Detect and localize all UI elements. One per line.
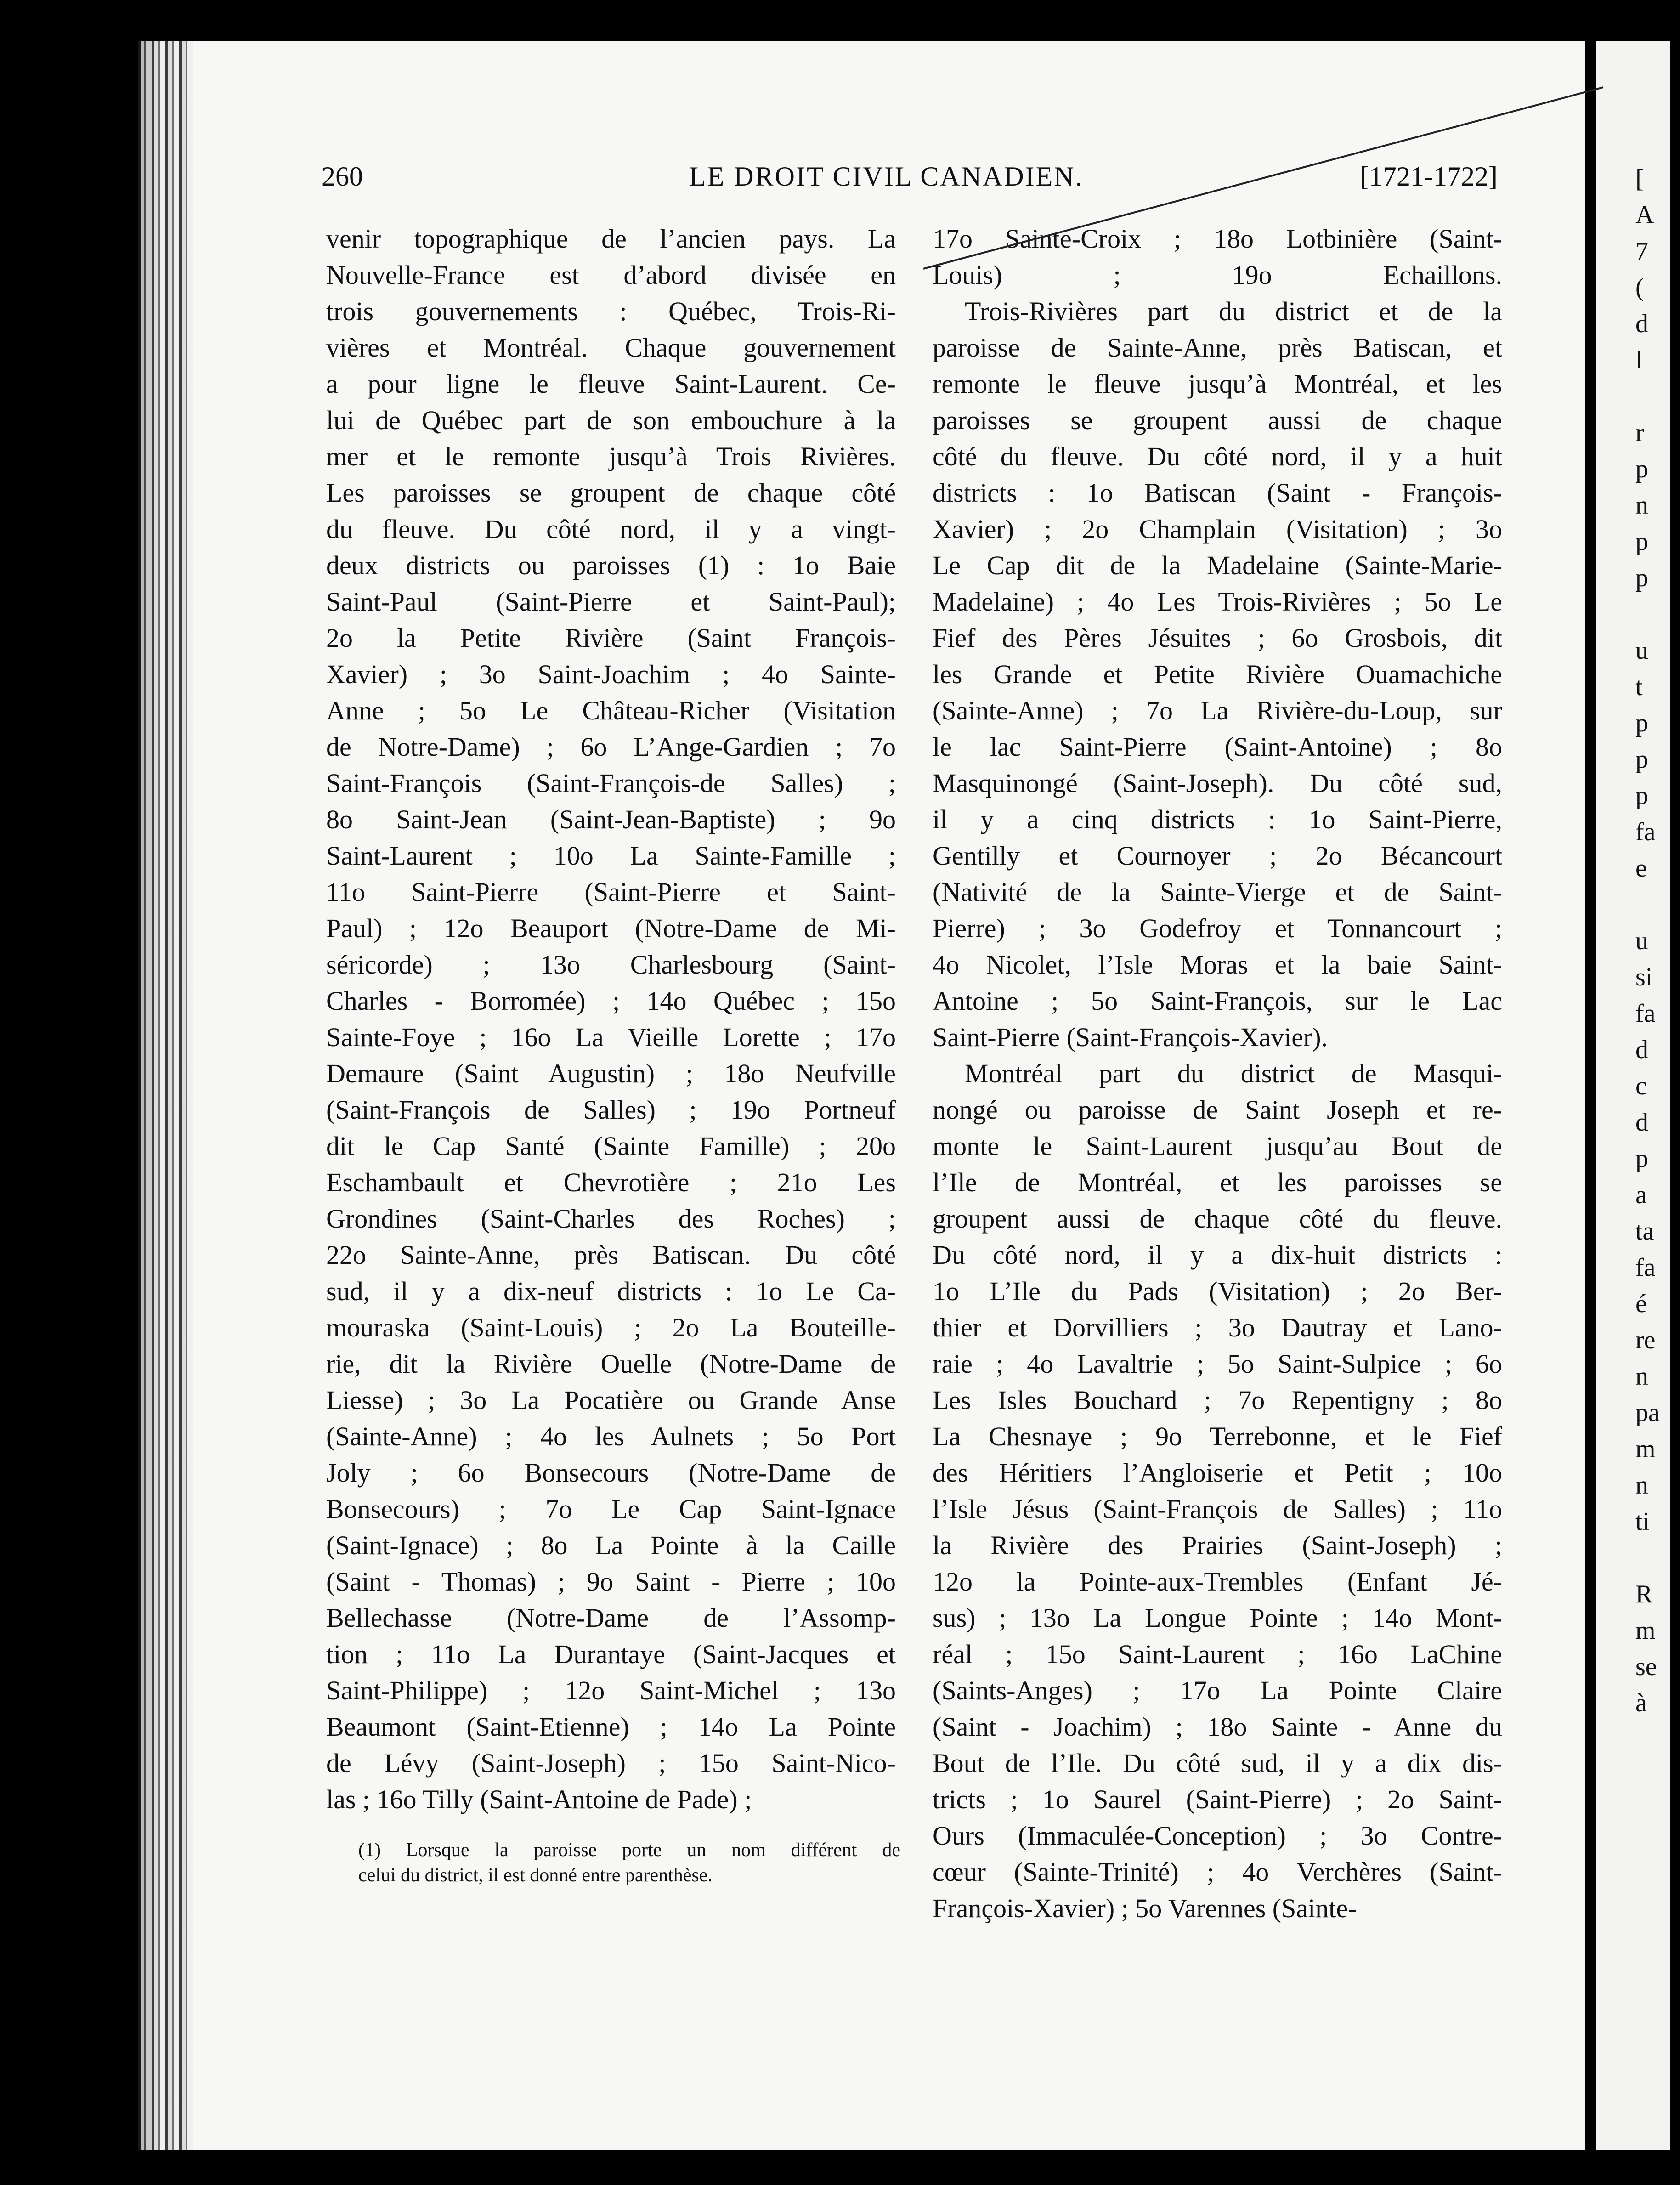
- fragment-letter: n: [1635, 491, 1648, 520]
- text-line: districts : 1o Batiscan (Saint - François-: [933, 478, 1502, 508]
- text-line: Du côté nord, il y a dix-huit districts :: [933, 1240, 1502, 1270]
- text-line: le lac Saint-Pierre (Saint-Antoine) ; 8o: [933, 732, 1502, 762]
- fragment-letter: 7: [1635, 237, 1648, 266]
- fragment-letter: [1635, 887, 1660, 923]
- page-number: 260: [322, 161, 363, 192]
- fragment-letter: p: [1635, 527, 1648, 556]
- text-line: réal ; 15o Saint-Laurent ; 16o LaChine: [933, 1639, 1502, 1669]
- running-header: [322, 161, 1498, 202]
- fragment-letter: R: [1635, 1580, 1653, 1608]
- fragment-letter: m: [1635, 1435, 1656, 1463]
- text-line: raie ; 4o Lavaltrie ; 5o Saint-Sulpice ; 6o: [933, 1349, 1502, 1379]
- text-line: Les Isles Bouchard ; 7o Repentigny ; 8o: [933, 1385, 1502, 1415]
- fragment-letter: p: [1635, 745, 1648, 774]
- book-gutter-edge: [138, 41, 193, 2150]
- fragment-letter: [1635, 1540, 1660, 1576]
- text-line: tricts ; 1o Saurel (Saint-Pierre) ; 2o Saint-: [933, 1784, 1502, 1814]
- text-line: Liesse) ; 3o La Pocatière ou Grande Anse: [326, 1385, 896, 1415]
- text-line: Nouvelle-France est d’abord divisée en: [326, 260, 896, 290]
- text-line: 11o Saint-Pierre (Saint-Pierre et Saint-: [326, 877, 896, 907]
- text-line: l’Isle Jésus (Saint-François de Salles) ; 11o: [933, 1494, 1502, 1524]
- text-line: Grondines (Saint-Charles des Roches) ;: [326, 1204, 896, 1234]
- text-line: thier et Dorvilliers ; 3o Dautray et Lano-: [933, 1313, 1502, 1342]
- left-column: [326, 221, 896, 1817]
- text-line: Xavier) ; 2o Champlain (Visitation) ; 3o: [933, 514, 1502, 544]
- fragment-letter: r: [1635, 419, 1644, 447]
- fragment-letter: c: [1635, 1072, 1647, 1100]
- fragment-letter: n: [1635, 1471, 1648, 1500]
- text-line: Bellechasse (Notre-Dame de l’Assomp-: [326, 1603, 896, 1633]
- text-line: Joly ; 6o Bonsecours (Notre-Dame de: [326, 1458, 896, 1488]
- fragment-letter: m: [1635, 1616, 1656, 1645]
- text-line: Bout de l’Ile. Du côté sud, il y a dix dis-: [933, 1748, 1502, 1778]
- fragment-letter: A: [1635, 201, 1654, 229]
- text-line: (Saints-Anges) ; 17o La Pointe Claire: [933, 1676, 1502, 1705]
- fragment-letter: e: [1635, 854, 1647, 883]
- running-title: LE DROIT CIVIL CANADIEN.: [689, 161, 1084, 192]
- text-line: deux districts ou paroisses (1) : 1o Baie: [326, 550, 896, 580]
- text-line: Trois-Rivières part du district et de la: [965, 296, 1502, 326]
- text-line: (Nativité de la Sainte-Vierge et de Saint-: [933, 877, 1502, 907]
- text-line: l’Ile de Montréal, et les paroisses se: [933, 1167, 1502, 1197]
- fragment-letter: p: [1635, 1144, 1648, 1173]
- text-line: (Saint-Ignace) ; 8o La Pointe à la Caille: [326, 1530, 896, 1560]
- page-divider: [1585, 41, 1596, 2150]
- fragment-letter: d: [1635, 1108, 1648, 1137]
- fragment-letter: u: [1635, 927, 1648, 955]
- text-line: Louis) ; 19o Echaillons.: [933, 260, 1502, 290]
- text-line: Gentilly et Cournoyer ; 2o Bécancourt: [933, 841, 1502, 871]
- text-line: tion ; 11o La Durantaye (Saint-Jacques et: [326, 1639, 896, 1669]
- text-line: remonte le fleuve jusqu’à Montréal, et les: [933, 369, 1502, 399]
- text-line: Paul) ; 12o Beauport (Notre-Dame de Mi-: [326, 913, 896, 943]
- text-line: Ours (Immaculée-Conception) ; 3o Contre-: [933, 1821, 1502, 1851]
- fragment-letter: [1635, 379, 1660, 415]
- text-line: dit le Cap Santé (Sainte Famille) ; 20o: [326, 1131, 896, 1161]
- text-line: (Sainte-Anne) ; 4o les Aulnets ; 5o Port: [326, 1421, 896, 1451]
- text-line: Saint-Laurent ; 10o La Sainte-Famille ;: [326, 841, 896, 871]
- text-line: 8o Saint-Jean (Saint-Jean-Baptiste) ; 9o: [326, 804, 896, 834]
- text-line: venir topographique de l’ancien pays. La: [326, 224, 896, 254]
- text-line: des Héritiers l’Angloiserie et Petit ; 10o: [933, 1458, 1502, 1488]
- fragment-letter: fa: [1635, 1253, 1656, 1282]
- text-line: Demaure (Saint Augustin) ; 18o Neufville: [326, 1059, 896, 1088]
- text-line: Anne ; 5o Le Château-Richer (Visitation: [326, 696, 896, 725]
- text-line: 17o Sainte-Croix ; 18o Lotbinière (Saint-: [933, 224, 1502, 254]
- text-line: La Chesnaye ; 9o Terrebonne, et le Fief: [933, 1421, 1502, 1451]
- fragment-letter: u: [1635, 636, 1648, 665]
- text-line: Charles - Borromée) ; 14o Québec ; 15o: [326, 986, 896, 1016]
- text-line: Fief des Pères Jésuites ; 6o Grosbois, dit: [933, 623, 1502, 653]
- text-line: sud, il y a dix-neuf districts : 1o Le Ca-: [326, 1276, 896, 1306]
- text-line: Masquinongé (Saint-Joseph). Du côté sud,: [933, 768, 1502, 798]
- fragment-letter: p: [1635, 709, 1648, 737]
- text-line: rie, dit la Rivière Ouelle (Notre-Dame de: [326, 1349, 896, 1379]
- text-line: Sainte-Foye ; 16o La Vieille Lorette ; 17o: [326, 1022, 896, 1052]
- text-line: Eschambault et Chevrotière ; 21o Les: [326, 1167, 896, 1197]
- text-line: lui de Québec part de son embouchure à la: [326, 405, 896, 435]
- text-line: la Rivière des Prairies (Saint-Joseph) ;: [933, 1530, 1502, 1560]
- fragment-letter: si: [1635, 963, 1653, 991]
- text-line: 12o la Pointe-aux-Trembles (Enfant Jé-: [933, 1567, 1502, 1596]
- text-line: François-Xavier) ; 5o Varennes (Sainte-: [933, 1893, 1357, 1923]
- text-line: monte le Saint-Laurent jusqu’au Bout de: [933, 1131, 1502, 1161]
- text-line: mouraska (Saint-Louis) ; 2o La Bouteille-: [326, 1313, 896, 1342]
- fragment-letter: p: [1635, 564, 1648, 592]
- fragment-letter: (: [1635, 273, 1644, 302]
- adjacent-page-fragments: [1635, 161, 1660, 1721]
- text-line: paroisses se groupent aussi de chaque: [933, 405, 1502, 435]
- fragment-letter: p: [1635, 781, 1648, 810]
- fragment-letter: fa: [1635, 818, 1656, 846]
- text-line: 1o L’Ile du Pads (Visitation) ; 2o Ber-: [933, 1276, 1502, 1306]
- fragment-letter: t: [1635, 673, 1643, 701]
- text-line: Antoine ; 5o Saint-François, sur le Lac: [933, 986, 1502, 1016]
- text-line: sus) ; 13o La Longue Pointe ; 14o Mont-: [933, 1603, 1502, 1633]
- fragment-letter: re: [1635, 1326, 1656, 1354]
- text-line: séricorde) ; 13o Charlesbourg (Saint-: [326, 950, 896, 979]
- text-line: Saint-Paul (Saint-Pierre et Saint-Paul);: [326, 587, 896, 617]
- fragment-letter: p: [1635, 455, 1648, 483]
- text-line: nongé ou paroisse de Saint Joseph et re-: [933, 1095, 1502, 1125]
- fragment-letter: d: [1635, 1036, 1648, 1064]
- section-range: [1721-1722]: [1360, 161, 1498, 192]
- text-line: Les paroisses se groupent de chaque côté: [326, 478, 896, 508]
- text-line: Saint-Pierre (Saint-François-Xavier).: [933, 1022, 1328, 1052]
- fragment-letter: [1635, 596, 1660, 633]
- text-line: las ; 16o Tilly (Saint-Antoine de Pade) ;: [326, 1784, 752, 1814]
- text-line: (Saint - Thomas) ; 9o Saint - Pierre ; 10o: [326, 1567, 896, 1596]
- fragment-letter: é: [1635, 1290, 1647, 1318]
- text-line: groupent aussi de chaque côté du fleuve.: [933, 1204, 1502, 1234]
- text-line: 22o Sainte-Anne, près Batiscan. Du côté: [326, 1240, 896, 1270]
- fragment-letter: se: [1635, 1653, 1657, 1681]
- footnote: [358, 1838, 900, 1888]
- text-line: Xavier) ; 3o Saint-Joachim ; 4o Sainte-: [326, 659, 896, 689]
- fragment-letter: a: [1635, 1181, 1647, 1209]
- footnote-line: celui du district, il est donné entre parenthèse.: [358, 1865, 713, 1886]
- text-line: Le Cap dit de la Madelaine (Sainte-Marie-: [933, 550, 1502, 580]
- text-line: Montréal part du district de Masqui-: [965, 1059, 1502, 1088]
- text-line: paroisse de Sainte-Anne, près Batiscan, et: [933, 333, 1502, 362]
- text-line: mer et le remonte jusqu’à Trois Rivières.: [326, 442, 896, 471]
- text-line: a pour ligne le fleuve Saint-Laurent. Ce-: [326, 369, 896, 399]
- text-line: Beaumont (Saint-Etienne) ; 14o La Pointe: [326, 1712, 896, 1742]
- text-line: de Notre-Dame) ; 6o L’Ange-Gardien ; 7o: [326, 732, 896, 762]
- fragment-letter: n: [1635, 1362, 1648, 1391]
- text-line: (Sainte-Anne) ; 7o La Rivière-du-Loup, sur: [933, 696, 1502, 725]
- text-line: côté du fleuve. Du côté nord, il y a huit: [933, 442, 1502, 471]
- text-line: trois gouvernements : Québec, Trois-Ri-: [326, 296, 896, 326]
- fragment-letter: [: [1635, 164, 1644, 193]
- text-line: Madelaine) ; 4o Les Trois-Rivières ; 5o Le: [933, 587, 1502, 617]
- fragment-letter: ta: [1635, 1217, 1654, 1245]
- text-line: de Lévy (Saint-Joseph) ; 15o Saint-Nico-: [326, 1748, 896, 1778]
- text-line: cœur (Sainte-Trinité) ; 4o Verchères (Saint-: [933, 1857, 1502, 1887]
- fragment-letter: pa: [1635, 1398, 1660, 1427]
- text-line: Bonsecours) ; 7o Le Cap Saint-Ignace: [326, 1494, 896, 1524]
- fragment-letter: ti: [1635, 1507, 1650, 1536]
- text-line: les Grande et Petite Rivière Ouamachiche: [933, 659, 1502, 689]
- text-line: il y a cinq districts : 1o Saint-Pierre,: [933, 804, 1502, 834]
- text-line: 4o Nicolet, l’Isle Moras et la baie Saint-: [933, 950, 1502, 979]
- fragment-letter: d: [1635, 310, 1648, 338]
- text-line: 2o la Petite Rivière (Saint François-: [326, 623, 896, 653]
- footnote-line: (1) Lorsque la paroisse porte un nom différent de: [358, 1840, 900, 1861]
- right-column: [933, 221, 1502, 1926]
- text-line: (Saint-François de Salles) ; 19o Portneuf: [326, 1095, 896, 1125]
- text-line: vières et Montréal. Chaque gouvernement: [326, 333, 896, 362]
- fragment-letter: à: [1635, 1689, 1647, 1717]
- text-line: Saint-Philippe) ; 12o Saint-Michel ; 13o: [326, 1676, 896, 1705]
- fragment-letter: l: [1635, 346, 1643, 374]
- fragment-letter: fa: [1635, 999, 1656, 1028]
- text-line: (Saint - Joachim) ; 18o Sainte - Anne du: [933, 1712, 1502, 1742]
- text-line: Pierre) ; 3o Godefroy et Tonnancourt ;: [933, 913, 1502, 943]
- text-line: Saint-François (Saint-François-de Salles) ;: [326, 768, 896, 798]
- text-line: du fleuve. Du côté nord, il y a vingt-: [326, 514, 896, 544]
